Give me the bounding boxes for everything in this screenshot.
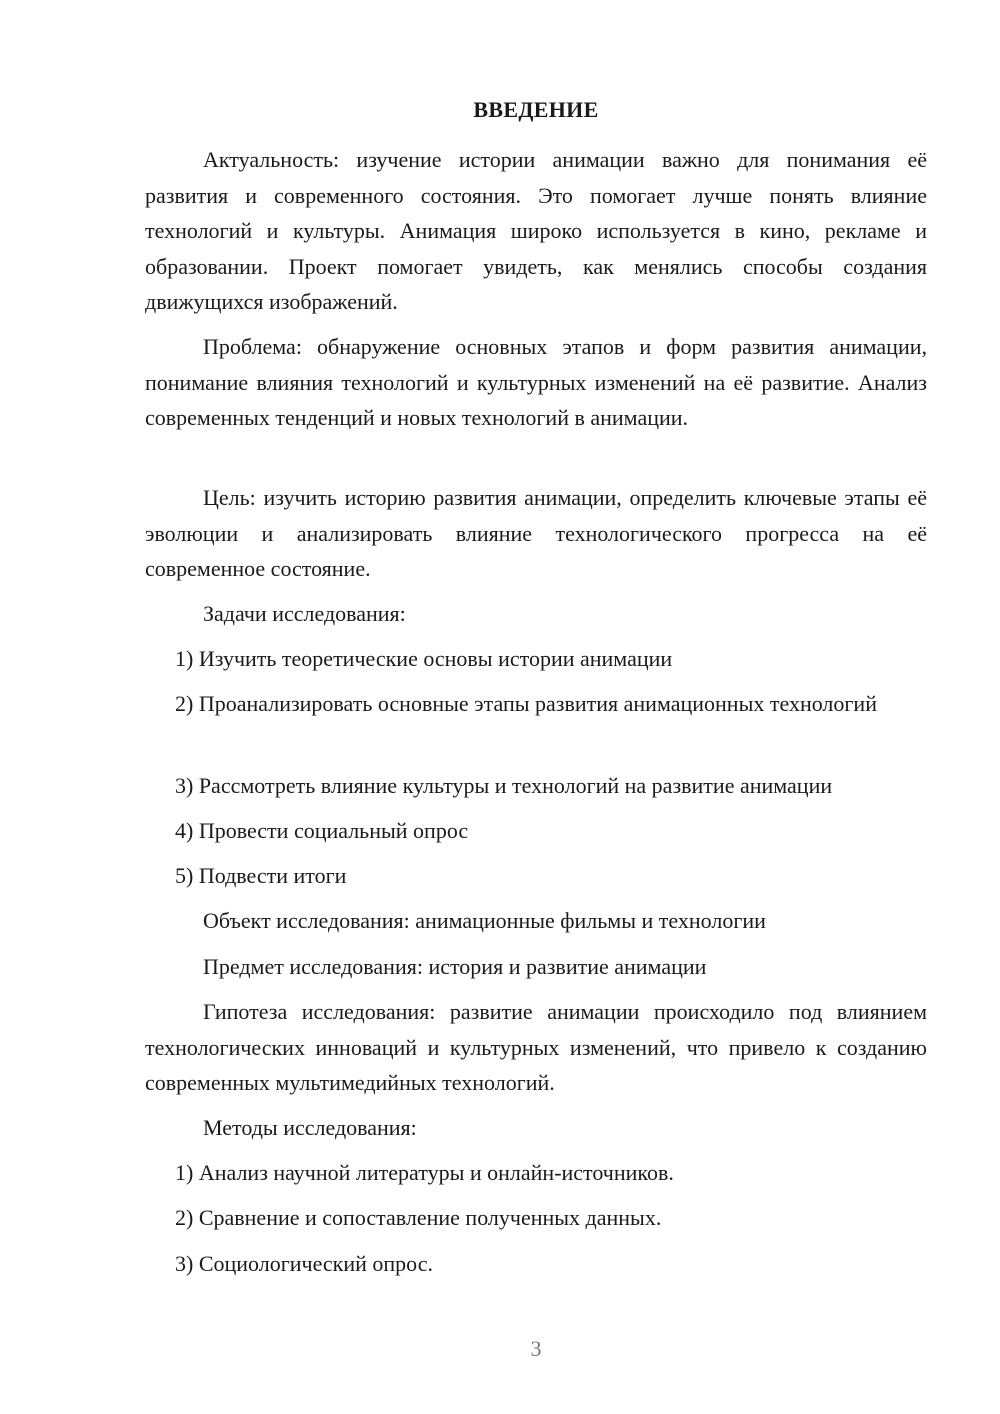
paragraph-goal: Цель: изучить историю развития анимации, определить ключевые этапы её эволюции и анализировать влияние технологического прогресса на её современное состояние. bbox=[145, 485, 927, 581]
task-item-2: 2) Проанализировать основные этапы развития анимационных технологий bbox=[175, 691, 877, 716]
task-item-3: 3) Рассмотреть влияние культуры и технологий на развитие анимации bbox=[175, 773, 833, 798]
task-item-5: 5) Подвести итоги bbox=[175, 863, 347, 888]
task-item-1: 1) Изучить теоретические основы истории анимации bbox=[175, 646, 673, 671]
method-item-2: 2) Сравнение и сопоставление полученных данных. bbox=[175, 1205, 662, 1230]
methods-heading: Методы исследования: bbox=[203, 1115, 417, 1140]
task-item-4: 4) Провести социальный опрос bbox=[175, 818, 469, 843]
page-title: ВВЕДЕНИЕ bbox=[473, 97, 599, 122]
paragraph-hypothesis: Гипотеза исследования: развитие анимации происходило под влиянием технологических инноваций и культурных изменений, что привело к созданию современных мультимедийных технологий. bbox=[145, 999, 927, 1095]
method-item-3: 3) Социологический опрос. bbox=[175, 1251, 433, 1276]
page-number: 3 bbox=[530, 1336, 542, 1361]
paragraph-object: Объект исследования: анимационные фильмы и технологии bbox=[203, 908, 766, 933]
paragraph-subject: Предмет исследования: история и развитие анимации bbox=[203, 954, 707, 979]
method-item-1: 1) Анализ научной литературы и онлайн-источников. bbox=[175, 1160, 674, 1185]
paragraph-relevance: Актуальность: изучение истории анимации важно для понимания её развития и современного состояния. Это помогает лучше понять влияние технологий и культуры. Анимация широко используется в кино, рекламе и образовании. Проект помогает увидеть, как менялись способы создания движущихся изображений. bbox=[145, 147, 927, 314]
paragraph-problem: Проблема: обнаружение основных этапов и форм развития анимации, понимание влияния технологий и культурных изменений на её развитие. Анализ современных тенденций и новых технологий в анимации. bbox=[145, 334, 927, 430]
tasks-heading: Задачи исследования: bbox=[203, 601, 406, 626]
